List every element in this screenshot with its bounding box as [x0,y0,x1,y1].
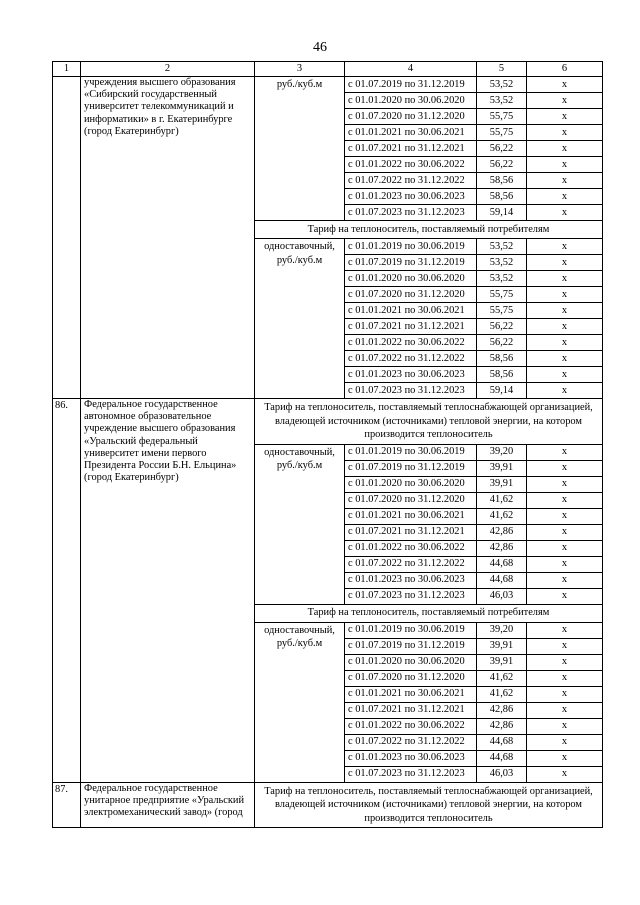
tariff-unit: руб./куб.м [255,77,345,221]
tariff-period: с 01.01.2020 по 30.06.2020 [345,93,477,109]
tariff-period: с 01.01.2019 по 30.06.2019 [345,239,477,255]
tariff-value: 59,14 [477,205,527,221]
tariff-extra: x [527,444,603,460]
tariff-extra: x [527,335,603,351]
tariff-period: с 01.07.2022 по 31.12.2022 [345,556,477,572]
tariff-title: Тариф на теплоноситель, поставляемый потребителям [255,604,603,622]
tariff-value: 56,22 [477,141,527,157]
tariff-period: с 01.07.2020 по 31.12.2020 [345,109,477,125]
tariff-extra: x [527,367,603,383]
tariff-period: с 01.01.2023 по 30.06.2023 [345,750,477,766]
header-cell-2: 2 [81,62,255,77]
tariff-extra: x [527,125,603,141]
tariff-period: с 01.01.2021 по 30.06.2021 [345,125,477,141]
tariff-title-row [53,782,603,828]
tariff-value: 41,62 [477,686,527,702]
tariff-unit: одноставочный, руб./куб.м [255,622,345,782]
tariff-period: с 01.01.2022 по 30.06.2022 [345,335,477,351]
header-cell-5: 5 [477,62,527,77]
tariff-extra: x [527,766,603,782]
tariff-extra: x [527,686,603,702]
tariff-value: 39,20 [477,444,527,460]
tariff-extra: x [527,255,603,271]
tariff-value: 44,68 [477,556,527,572]
tariff-period: с 01.01.2020 по 30.06.2020 [345,654,477,670]
tariff-value: 53,52 [477,255,527,271]
tariff-period: с 01.07.2019 по 31.12.2019 [345,255,477,271]
tariff-period: с 01.07.2022 по 31.12.2022 [345,351,477,367]
tariff-extra: x [527,702,603,718]
tariff-period: с 01.01.2019 по 30.06.2019 [345,444,477,460]
tariff-extra: x [527,157,603,173]
tariff-value: 55,75 [477,303,527,319]
tariff-period: с 01.07.2023 по 31.12.2023 [345,383,477,399]
header-cell-6: 6 [527,62,603,77]
tariff-period: с 01.01.2020 по 30.06.2020 [345,476,477,492]
tariff-period: с 01.01.2020 по 30.06.2020 [345,271,477,287]
tariff-title-row [53,399,603,445]
tariff-period: с 01.07.2019 по 31.12.2019 [345,638,477,654]
tariff-extra: x [527,93,603,109]
tariff-unit: одноставочный, руб./куб.м [255,444,345,604]
tariff-period: с 01.07.2022 по 31.12.2022 [345,734,477,750]
tariff-value: 42,86 [477,524,527,540]
tariff-table-body [53,62,603,828]
tariff-period: с 01.01.2023 по 30.06.2023 [345,572,477,588]
tariff-extra: x [527,540,603,556]
tariff-period: с 01.07.2023 по 31.12.2023 [345,588,477,604]
tariff-period: с 01.01.2019 по 30.06.2019 [345,622,477,638]
tariff-value: 44,68 [477,572,527,588]
tariff-value: 58,56 [477,351,527,367]
tariff-extra: x [527,287,603,303]
tariff-extra: x [527,173,603,189]
tariff-extra: x [527,351,603,367]
tariff-period: с 01.07.2019 по 31.12.2019 [345,77,477,93]
tariff-extra: x [527,303,603,319]
tariff-period: с 01.07.2020 по 31.12.2020 [345,670,477,686]
tariff-value: 39,91 [477,654,527,670]
tariff-value: 55,75 [477,125,527,141]
tariff-value: 39,91 [477,476,527,492]
tariff-value: 55,75 [477,109,527,125]
tariff-value: 46,03 [477,588,527,604]
tariff-value: 39,91 [477,638,527,654]
tariff-extra: x [527,189,603,205]
tariff-period: с 01.01.2021 по 30.06.2021 [345,303,477,319]
tariff-extra: x [527,460,603,476]
tariff-period: с 01.07.2020 по 31.12.2020 [345,287,477,303]
tariff-period: с 01.07.2023 по 31.12.2023 [345,766,477,782]
tariff-value: 58,56 [477,173,527,189]
tariff-value: 42,86 [477,702,527,718]
tariff-period: с 01.07.2021 по 31.12.2021 [345,524,477,540]
tariff-value: 56,22 [477,335,527,351]
tariff-extra: x [527,77,603,93]
tariff-period-row [53,77,603,93]
tariff-value: 44,68 [477,734,527,750]
row-number [53,77,81,399]
tariff-extra: x [527,508,603,524]
tariff-extra: x [527,205,603,221]
tariff-period: с 01.01.2022 по 30.06.2022 [345,540,477,556]
tariff-value: 53,52 [477,77,527,93]
tariff-period: с 01.01.2021 по 30.06.2021 [345,686,477,702]
tariff-title: Тариф на теплоноситель, поставляемый теплоснабжающей организацией, владеющей источником (источниками) тепловой энергии, на котором производится теплоноситель [255,399,603,445]
tariff-value: 46,03 [477,766,527,782]
tariff-extra: x [527,734,603,750]
tariff-extra: x [527,141,603,157]
tariff-value: 58,56 [477,367,527,383]
tariff-extra: x [527,239,603,255]
tariff-title: Тариф на теплоноситель, поставляемый потребителям [255,221,603,239]
tariff-period: с 01.01.2022 по 30.06.2022 [345,718,477,734]
tariff-value: 41,62 [477,670,527,686]
organization-name: Федеральное государственное автономное образовательное учреждение высшего образования «Уральский федеральный университет имени первого Президента России Б.Н. Ельцина» (город Екатеринбург) [81,399,255,783]
tariff-value: 58,56 [477,189,527,205]
tariff-value: 42,86 [477,540,527,556]
organization-name: Федеральное государственное унитарное предприятие «Уральский электромеханический завод» (город [81,782,255,828]
tariff-extra: x [527,622,603,638]
tariff-period: с 01.01.2023 по 30.06.2023 [345,367,477,383]
row-number: 86. [53,399,81,783]
tariff-extra: x [527,383,603,399]
tariff-value: 39,91 [477,460,527,476]
organization-name: учреждения высшего образования «Сибирский государственный университет телекоммуникаций и информатики» в г. Екатеринбурге (город Екатеринбург) [81,77,255,399]
tariff-extra: x [527,556,603,572]
tariff-unit: одноставочный, руб./куб.м [255,239,345,399]
tariff-period: с 01.07.2021 по 31.12.2021 [345,319,477,335]
row-number: 87. [53,782,81,828]
tariff-extra: x [527,750,603,766]
tariff-value: 56,22 [477,157,527,173]
tariff-period: с 01.07.2021 по 31.12.2021 [345,702,477,718]
header-cell-3: 3 [255,62,345,77]
tariff-extra: x [527,638,603,654]
tariff-value: 42,86 [477,718,527,734]
tariff-value: 55,75 [477,287,527,303]
tariff-value: 59,14 [477,383,527,399]
tariff-period: с 01.01.2021 по 30.06.2021 [345,508,477,524]
header-row [53,62,603,77]
header-cell-1: 1 [53,62,81,77]
tariff-extra: x [527,319,603,335]
page-number: 46 [313,40,327,55]
tariff-period: с 01.07.2020 по 31.12.2020 [345,492,477,508]
tariff-period: с 01.01.2022 по 30.06.2022 [345,157,477,173]
tariff-value: 44,68 [477,750,527,766]
tariff-extra: x [527,670,603,686]
tariff-period: с 01.07.2019 по 31.12.2019 [345,460,477,476]
tariff-extra: x [527,476,603,492]
tariff-value: 39,20 [477,622,527,638]
tariff-value: 53,52 [477,93,527,109]
tariff-period: с 01.07.2021 по 31.12.2021 [345,141,477,157]
tariff-period: с 01.01.2023 по 30.06.2023 [345,189,477,205]
tariff-extra: x [527,588,603,604]
tariff-value: 41,62 [477,492,527,508]
tariff-extra: x [527,271,603,287]
tariff-extra: x [527,654,603,670]
tariff-period: с 01.07.2022 по 31.12.2022 [345,173,477,189]
header-cell-4: 4 [345,62,477,77]
tariff-value: 53,52 [477,239,527,255]
tariff-value: 53,52 [477,271,527,287]
tariff-extra: x [527,492,603,508]
tariff-table [52,61,603,828]
tariff-value: 41,62 [477,508,527,524]
tariff-value: 56,22 [477,319,527,335]
tariff-period: с 01.07.2023 по 31.12.2023 [345,205,477,221]
tariff-title: Тариф на теплоноситель, поставляемый теплоснабжающей организацией, владеющей источником (источниками) тепловой энергии, на котором производится теплоноситель [255,782,603,828]
tariff-extra: x [527,572,603,588]
tariff-extra: x [527,109,603,125]
tariff-extra: x [527,718,603,734]
tariff-extra: x [527,524,603,540]
